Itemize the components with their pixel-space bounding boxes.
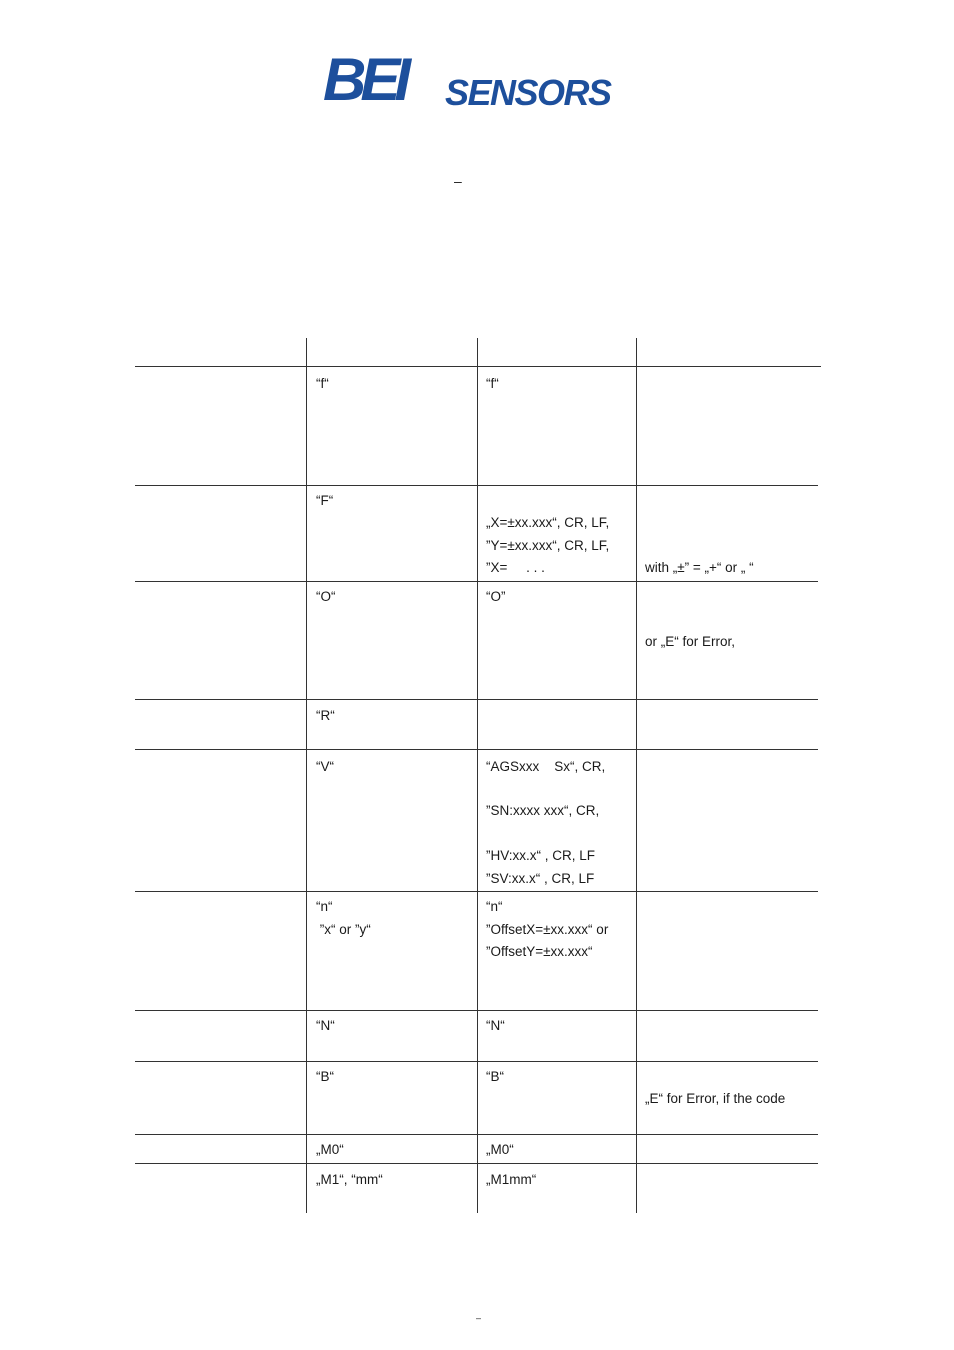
- table-cell: “AGSxxx Sx“, CR,: [486, 759, 606, 774]
- table-column-rule: [477, 338, 478, 1213]
- table-cell: ”SV:xx.x“ , CR, LF: [486, 871, 595, 886]
- table-cell: “B“: [316, 1069, 334, 1084]
- table-cell: or „E“ for Error,: [645, 634, 736, 649]
- table-cell: “F“: [316, 493, 334, 508]
- table-cell: „M0“: [486, 1142, 514, 1157]
- table-cell: “n“: [486, 899, 503, 914]
- table-cell: „X=±xx.xxx“, CR, LF,: [486, 515, 610, 530]
- table-cell: ”OffsetY=±xx.xxx“: [486, 944, 593, 959]
- table-cell: “f“: [316, 376, 329, 391]
- table-rule: [135, 366, 821, 367]
- table-column-rule: [636, 338, 637, 1213]
- table-cell: “f“: [486, 376, 499, 391]
- logo-sensors-text: SENSORS: [445, 72, 611, 113]
- table-cell: “R“: [316, 708, 335, 723]
- table-cell: ”x“ or ”y“: [316, 922, 371, 937]
- title-dash: –: [454, 173, 462, 189]
- table-cell: “V“: [316, 759, 334, 774]
- table-cell: ”X= . . .: [486, 560, 545, 575]
- page-footer-dash: –: [476, 1313, 482, 1323]
- table-cell: “N“: [316, 1018, 335, 1033]
- table-cell: „E“ for Error, if the code: [645, 1091, 786, 1106]
- table-cell: “O“: [316, 589, 336, 604]
- table-cell: ”OffsetX=±xx.xxx“ or: [486, 922, 609, 937]
- table-cell: ”SN:xxxx xxx“, CR,: [486, 803, 600, 818]
- logo-bei-text: BEI: [323, 46, 406, 113]
- table-cell: „M1mm“: [486, 1172, 537, 1187]
- table-cell: ”Y=±xx.xxx“, CR, LF,: [486, 538, 610, 553]
- table-column-rule: [306, 338, 307, 1213]
- table-cell: with „±” = „+“ or „ “: [645, 560, 754, 575]
- table-cell: “n“: [316, 899, 333, 914]
- table-cell: „M1“, “mm“: [316, 1172, 383, 1187]
- table-cell: „M0“: [316, 1142, 344, 1157]
- table-cell: “N“: [486, 1018, 505, 1033]
- table-cell: ”HV:xx.x“ , CR, LF: [486, 848, 596, 863]
- table-cell: “B“: [486, 1069, 504, 1084]
- table-cell: “O”: [486, 589, 506, 604]
